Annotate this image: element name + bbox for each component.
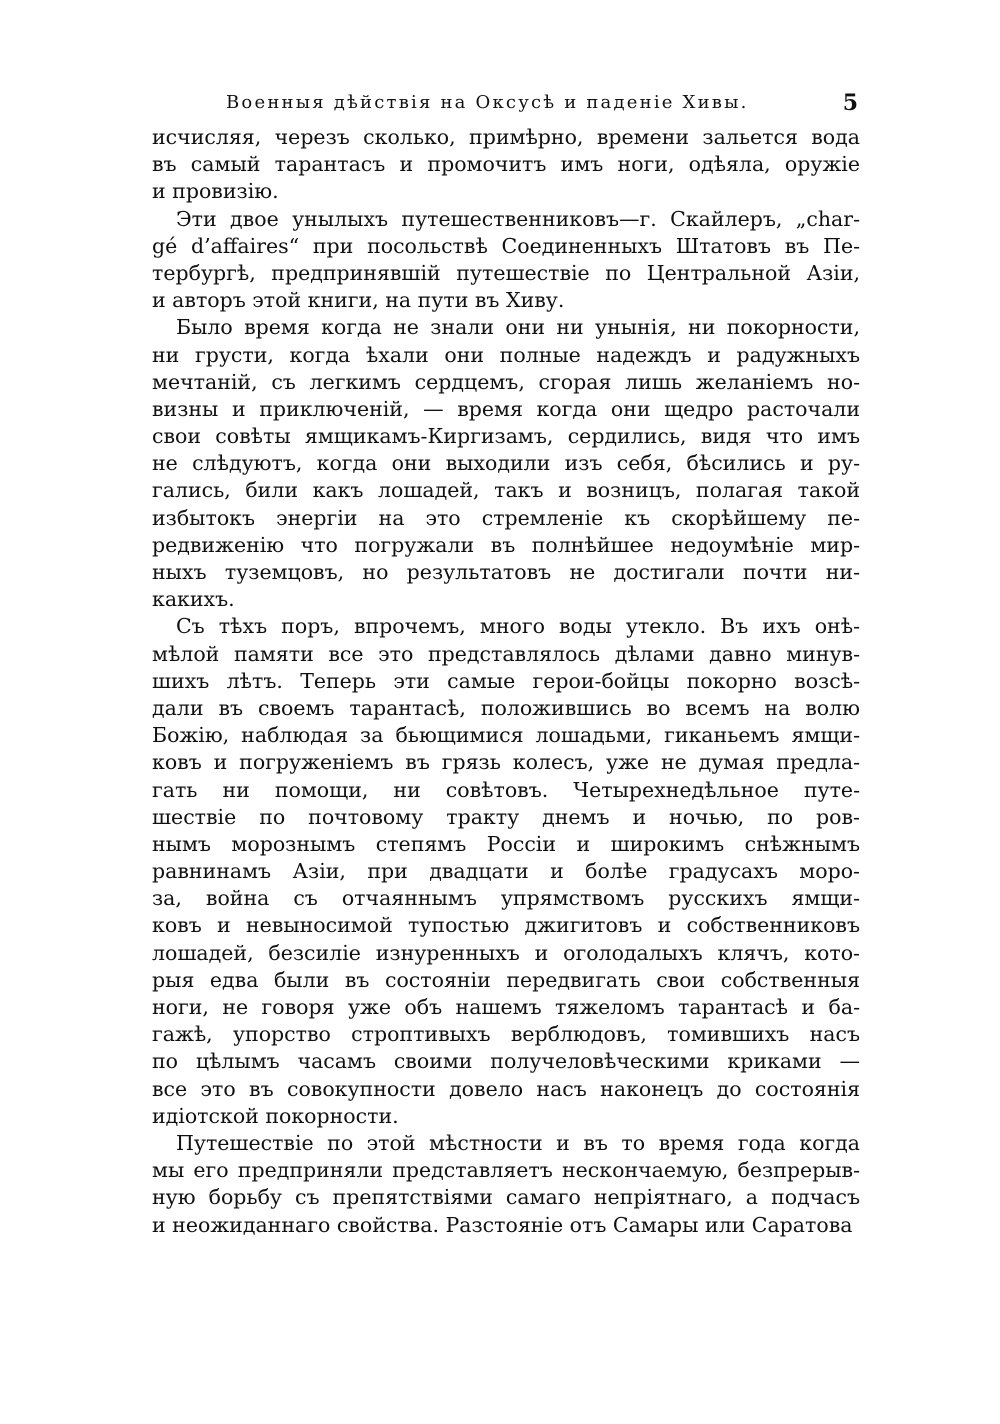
text-line: тербургѣ, предпринявшій путешествіе по Центральной Азіи, <box>152 260 860 285</box>
text-line: редвиженію что погружали въ полнѣйшее недоумѣніе мир- <box>152 532 860 557</box>
text-line: и провизію. <box>152 179 279 204</box>
paragraph <box>152 206 860 315</box>
text-line: избытокъ энергіи на это стремленіе къ скорѣйшему пе- <box>152 505 860 530</box>
running-head-title: Военныя дѣйствія на Оксусѣ и паденіе Хивы. <box>226 92 749 113</box>
text-line: Божію, наблюдая за бьющимися лошадьми, гиканьемъ ямщи- <box>152 723 860 748</box>
text-line: не слѣдуютъ, когда они выходили изъ себя, бѣсились и ру- <box>152 451 860 476</box>
text-line: ноги, не говоря уже объ нашемъ тяжеломъ тарантасѣ и ба- <box>152 995 860 1019</box>
text-line: гались, били какъ лошадей, такъ и возницъ, полагая такой <box>152 478 860 503</box>
text-line: и авторъ этой книги, на пути въ Хиву. <box>152 288 565 313</box>
text-line: ную борьбу съ препятствіями самаго непріятнаго, а подчасъ <box>152 1185 860 1210</box>
text-line: ковъ и невыносимой тупостью джигитовъ и собственниковъ <box>152 913 860 938</box>
body-text <box>152 124 860 1239</box>
text-line: дали въ своемъ тарантасѣ, положившись во всемъ на волю <box>152 695 860 720</box>
paragraph <box>152 124 860 206</box>
text-line: за, война съ отчаяннымъ упрямствомъ русскихъ ямщи- <box>152 886 860 911</box>
text-line: гать ни помощи, ни совѣтовъ. Четырехнедѣльное путе- <box>152 777 860 802</box>
text-line: шествіе по почтовому тракту днемъ и ночью, по ров- <box>152 804 860 829</box>
paragraph <box>152 613 860 1130</box>
text-line: равнинамъ Азіи, при двадцати и болѣе градусахъ моро- <box>152 859 860 884</box>
text-line: gé d’affaires“ при посольствѣ Соединенныхъ Штатовъ въ Пе- <box>152 233 860 258</box>
text-line: идіотской покорности. <box>152 1103 399 1128</box>
text-line: визны и приключеній, — время когда они щедро расточали <box>152 396 860 421</box>
text-line: Съ тѣхъ поръ, впрочемъ, много воды утекло. Въ ихъ онѣ- <box>176 614 860 639</box>
text-line: Эти двое унылыхъ путешественниковъ—г. Скайлеръ, „char- <box>176 206 860 231</box>
book-page <box>152 92 860 1239</box>
text-line: Путешествіе по этой мѣстности и въ то время года когда <box>176 1130 860 1155</box>
text-line: рыя едва были въ состояніи передвигать свои собственныя <box>152 967 860 992</box>
paragraph <box>152 1130 860 1239</box>
text-line: по цѣлымъ часамъ своими получеловѣческими криками — <box>152 1049 860 1074</box>
text-line: ныхъ туземцовъ, но результатовъ не достигали почти ни- <box>152 560 860 584</box>
text-line: лошадей, безсиліе изнуренныхъ и оголодалыхъ клячъ, кото- <box>152 940 860 965</box>
text-line: въ самый тарантасъ и промочитъ имъ ноги, одѣяла, оружіе <box>152 152 860 177</box>
text-line: свои совѣты ямщикамъ-Киргизамъ, сердились, видя что имъ <box>152 424 860 449</box>
paragraph <box>152 314 860 613</box>
text-line: мѣлой памяти все это представлялось дѣлами давно минув- <box>152 641 860 666</box>
text-line: какихъ. <box>152 587 235 612</box>
text-line: и неожиданнаго свойства. Разстояніе отъ Самары или Саратова <box>152 1212 853 1237</box>
text-line: ни грусти, когда ѣхали они полные надеждъ и радужныхъ <box>152 342 860 367</box>
text-line: нымъ морознымъ степямъ Россіи и широкимъ снѣжнымъ <box>152 831 860 856</box>
text-line: гажѣ, упорство строптивыхъ верблюдовъ, томившихъ насъ <box>152 1022 860 1047</box>
text-line: исчисляя, черезъ сколько, примѣрно, времени зальется вода <box>152 125 860 149</box>
text-line: мы его предприняли представляетъ нескончаемую, безпрерыв- <box>152 1158 860 1183</box>
page-number: 5 <box>842 90 858 116</box>
text-line: Было время когда не знали они ни унынія, ни покорности, <box>176 315 860 340</box>
text-line: мечтаній, съ легкимъ сердцемъ, сгорая лишь желаніемъ но- <box>152 369 860 394</box>
running-head <box>152 92 860 124</box>
text-line: шихъ лѣтъ. Теперь эти самые герои-бойцы покорно возсѣ- <box>152 668 860 693</box>
text-line: все это въ совокупности довело насъ наконецъ до состоянія <box>152 1076 860 1101</box>
text-line: ковъ и погруженіемъ въ грязь колесъ, уже не думая предла- <box>152 750 860 775</box>
